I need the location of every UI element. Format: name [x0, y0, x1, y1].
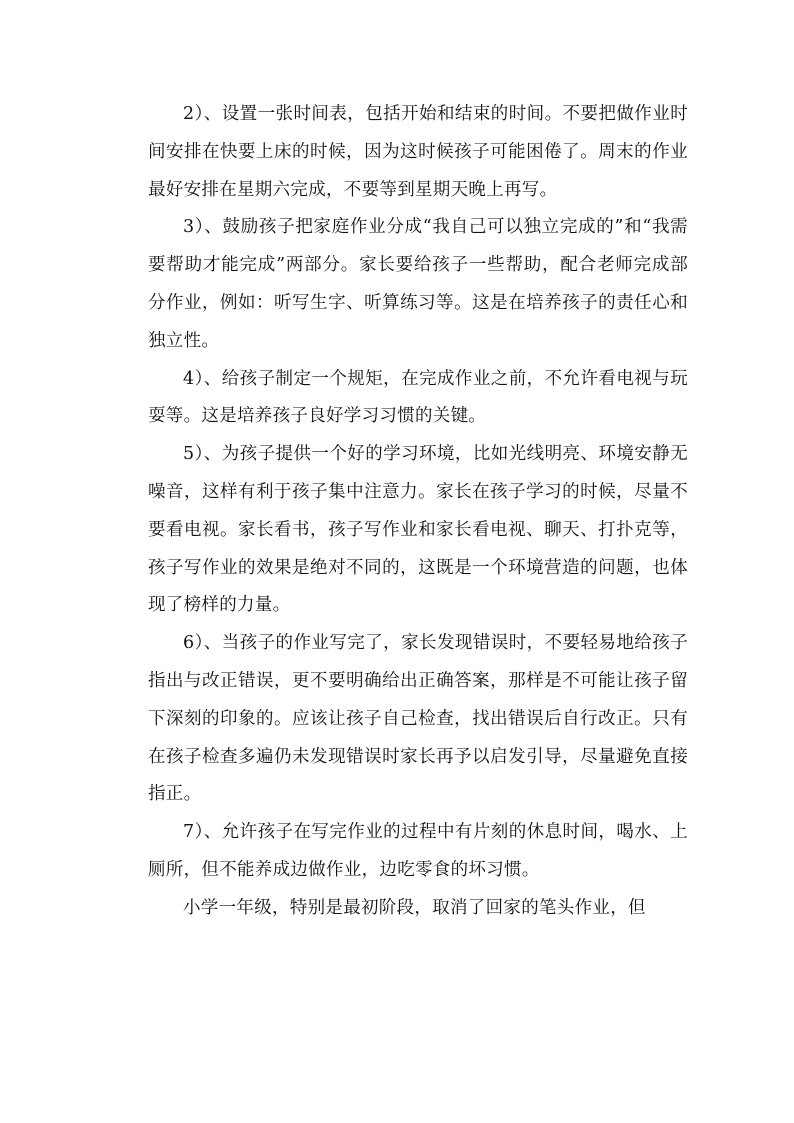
paragraph-item-2: 2）、设置一张时间表，包括开始和结束的时间。不要把做作业时间安排在快要上床的时候，因为这时候孩子可能困倦了。周末的作业最好安排在星期六完成，不要等到星期天晚上再写。: [148, 104, 688, 200]
document-body: [148, 96, 688, 928]
paragraph-item-3: 3）、鼓励孩子把家庭作业分成“我自己可以独立完成的”和“我需要帮助才能完成”两部分。家长要给孩子一些帮助，配合老师完成部分作业，例如：听写生字、听算练习等。这是在培养孩子的责任心和独立性。: [148, 217, 688, 351]
paragraph-item-4: 4）、给孩子制定一个规矩，在完成作业之前，不允许看电视与玩耍等。这是培养孩子良好学习习惯的关键。: [148, 368, 688, 427]
paragraph-item-7: 7）、允许孩子在写完作业的过程中有片刻的休息时间，喝水、上厕所，但不能养成边做作业，边吃零食的坏习惯。: [148, 822, 688, 880]
paragraph-item-6: 6）、当孩子的作业写完了，家长发现错误时，不要轻易地给孩子指出与改正错误，更不要明确给出正确答案，那样是不可能让孩子留下深刻的印象的。应该让孩子自己检查，找出错误后自行改正。只有在孩子检查多遍仍未发现错误时家长再予以启发引导，尽量避免直接指正。: [148, 633, 688, 805]
paragraph-item-5: 5）、为孩子提供一个好的学习环境，比如光线明亮、环境安静无噪音，这样有利于孩子集中注意力。家长在孩子学习的时候，尽量不要看电视。家长看书，孩子写作业和家长看电视、聊天、打扑克等，孩子写作业的效果是绝对不同的，这既是一个环境营造的问题，也体现了榜样的力量。: [148, 444, 688, 616]
paragraph-grade-one: 小学一年级，特别是最初阶段，取消了回家的笔头作业，但: [183, 897, 646, 918]
